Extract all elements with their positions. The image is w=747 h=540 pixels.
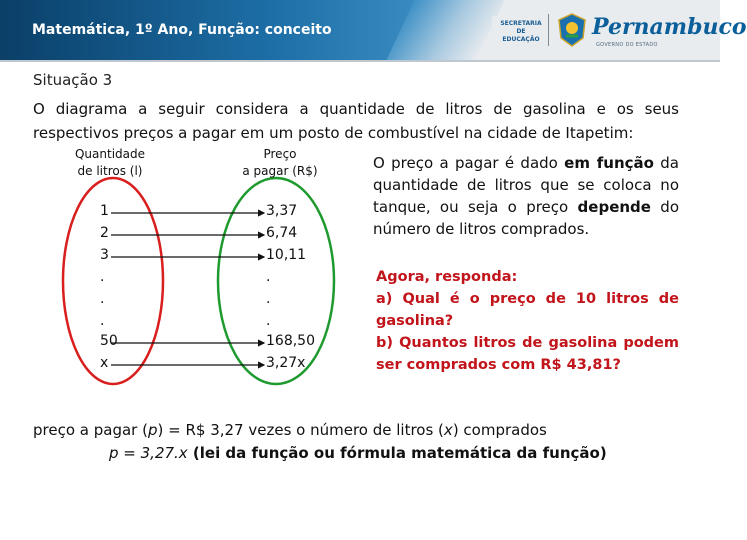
right-item: 10,11 — [266, 247, 307, 263]
explain-emphasis-depends: depende — [577, 198, 651, 216]
left-item: 1 — [100, 203, 109, 219]
formula-law-caption: (lei da função ou fórmula matemática da função) — [187, 444, 607, 462]
left-item: . — [100, 291, 105, 307]
slide-header-title: Matemática, 1º Ano, Função: conceito — [32, 22, 332, 38]
left-item: 3 — [100, 247, 109, 263]
left-item: x — [100, 355, 109, 371]
questions-block — [376, 266, 679, 376]
formula-text-a: preço a pagar ( — [33, 421, 148, 439]
explain-part1: O preço a pagar é dado — [373, 154, 565, 172]
left-header-line2: de litros (l) — [77, 164, 143, 178]
explain-part2: da quantidade de litros que se coloca no tanque, ou seja o preço — [373, 154, 679, 216]
right-item: . — [266, 313, 271, 329]
right-item: 3,27x — [266, 355, 306, 371]
formula-text-b: ) = R$ 3,27 vezes o número de litros ( — [157, 421, 444, 439]
left-item: 2 — [100, 225, 109, 241]
formula-var-x: x — [443, 421, 453, 439]
right-item: . — [266, 291, 271, 307]
secretaria-logo-text: SECRETARIA DE EDUCAÇÃO — [500, 20, 542, 43]
formula-expression: p = 3,27.x — [109, 444, 188, 462]
state-name-logo: Pernambuco — [592, 14, 747, 40]
right-header-line1: Preço — [263, 147, 297, 161]
explain-part3: do número de litros comprados. — [373, 198, 679, 238]
mapping-arrows — [111, 213, 264, 365]
right-set-header — [226, 146, 334, 180]
questions-lead: Agora, responda: — [376, 269, 518, 285]
left-set-header — [58, 146, 162, 180]
left-item: . — [100, 313, 105, 329]
right-header-line2: a pagar (R$) — [242, 164, 318, 178]
question-a: a) Qual é o preço de 10 litros de gasolina? — [376, 291, 679, 329]
intro-paragraph: O diagrama a seguir considera a quantidade de litros de gasolina e os seus respectivos preços a pagar em um posto de combustível na cidade de Itapetim: — [33, 100, 679, 142]
state-name-subtitle: GOVERNO DO ESTADO — [596, 42, 658, 48]
formula-text-c: ) comprados — [452, 421, 547, 439]
formula-law — [109, 444, 607, 462]
right-item: . — [266, 269, 271, 285]
question-b: b) Quantos litros de gasolina podem ser comprados com R$ 43,81? — [376, 335, 679, 373]
formula-var-p: p — [147, 421, 158, 439]
logo-divider — [548, 14, 549, 46]
right-item: 3,37 — [266, 203, 298, 219]
left-item: 50 — [100, 333, 118, 349]
explain-emphasis-function: em função — [564, 154, 654, 172]
situation-title: Situação 3 — [33, 71, 113, 89]
right-item: 168,50 — [266, 333, 315, 349]
left-item: . — [100, 269, 105, 285]
right-item: 6,74 — [266, 225, 298, 241]
explanation-paragraph — [373, 152, 679, 240]
state-emblem-icon — [556, 12, 588, 48]
left-set-ellipse — [63, 178, 163, 384]
formula-description — [33, 421, 547, 439]
left-header-line1: Quantidade — [74, 147, 146, 161]
